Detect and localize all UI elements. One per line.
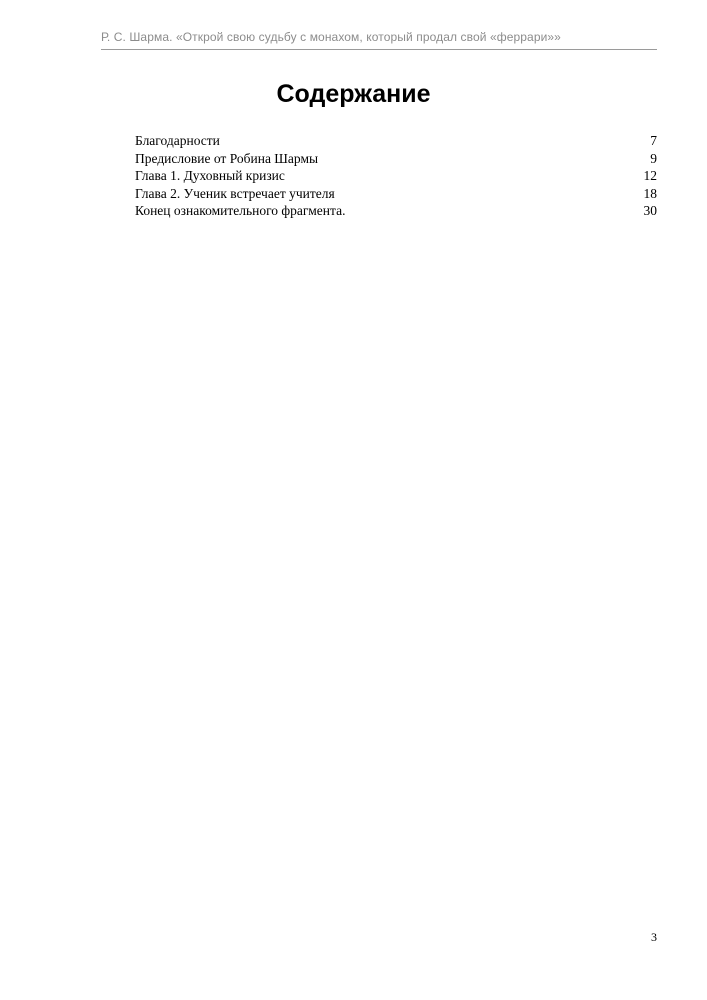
toc-entry-chapter-1[interactable]	[135, 167, 657, 185]
header-divider	[101, 49, 657, 50]
toc-entry-page-number: 9	[650, 150, 657, 166]
toc-entry-title[interactable]: Конец ознакомительного фрагмента.	[135, 203, 346, 218]
toc-entry-title[interactable]: Предисловие от Робина Шармы	[135, 150, 319, 166]
toc-entry-page-number: 18	[643, 185, 657, 201]
toc-entry-end-of-fragment[interactable]	[135, 202, 657, 220]
toc-entry-page-number: 7	[650, 133, 657, 148]
toc-entry-foreword[interactable]	[135, 150, 657, 168]
toc-entry-acknowledgements[interactable]	[135, 132, 657, 150]
toc-entry-title[interactable]: Глава 2. Ученик встречает учителя	[135, 185, 335, 201]
toc-entry-page-number: 12	[643, 168, 657, 183]
table-of-contents	[135, 132, 657, 220]
page-title: Содержание	[276, 80, 431, 108]
page-number: 3	[651, 930, 657, 944]
toc-entry-title[interactable]: Глава 1. Духовный кризис	[135, 168, 285, 183]
toc-entry-page-number: 30	[643, 203, 657, 218]
running-header: Р. С. Шарма. «Открой свою судьбу с монахом, который продал свой «феррари»»	[101, 30, 561, 44]
toc-entry-title[interactable]: Благодарности	[135, 133, 220, 148]
toc-entry-chapter-2[interactable]	[135, 185, 657, 203]
